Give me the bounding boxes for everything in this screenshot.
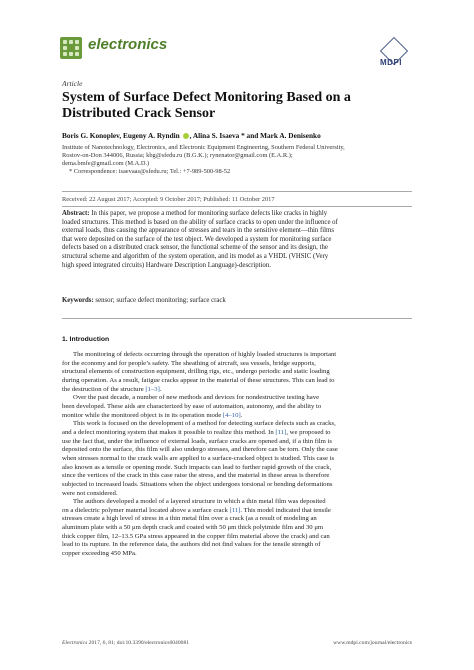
body-line: the destruction of the structure [1–3]. [62, 385, 162, 393]
abstract-label: Abstract: [62, 210, 90, 217]
body-line: also known as a tensile or opening mode. Such impacts can lead to further rapid growth of the crack, [62, 463, 332, 471]
body-line: during operation. As a result, fatigue cracks appear in the material of these structures. This can lead to [62, 376, 335, 384]
body-line: aluminum plate with a 50 μm depth crack and coated with 50 μm thick polyimide film and 30 μm [62, 524, 324, 532]
citation-link[interactable]: [11] [229, 506, 241, 514]
body-line: been developed. These aids are characterized by ease of automation, autonomy, and the ability to [62, 402, 322, 410]
divider [62, 206, 412, 207]
body-line: lead to its rupture. In the reference data, the authors did not find values for the tensile strength of [62, 541, 321, 549]
affiliation-line: dema.bmfe@gmail.com (M.A.D.) [62, 160, 150, 167]
authors-text: , Alina S. Isaeva * and Mark A. Denisenko [189, 131, 321, 140]
body-line: The monitoring of defects occurring through the operation of highly loaded structures is important [73, 351, 337, 358]
article-title [62, 90, 402, 122]
body-line: use the fact that, under the influence of external loads, surface cracks are opened and, if a thin film is [62, 437, 332, 445]
keywords [62, 297, 226, 304]
body-line: subjected to increased loads. Situations when the object undergoes torsional or bending deformations [62, 480, 333, 488]
keywords-label: Keywords: [62, 297, 94, 304]
author-list [62, 131, 321, 140]
affiliations [62, 144, 412, 176]
authors-text: Boris G. Konoplev, Eugeny A. Ryndin [62, 131, 180, 140]
footer-citation: Electronics 2017, 6, 81; doi:10.3390/electronics6040081 [62, 640, 190, 646]
body-line: stresses create a high level of stress in a thin metal film over a crack (as a result of modeling an [62, 515, 317, 523]
correspondence-line: * Correspondence: isaevaas@sfedu.ru; Tel.: +7-989-500-98-52 [69, 168, 231, 175]
citation-link[interactable]: [11] [275, 428, 287, 436]
abstract-line: defects based on a distributed crack sensor, the functional scheme of the sensor and its design, the [62, 244, 328, 252]
divider [62, 318, 412, 319]
body-line: and a defect monitoring system that makes it possible to realize this method. In [11], we proposed to [62, 428, 331, 436]
affiliation-line: Institute of Nanotechnology, Electronics, and Electronic Equipment Engineering, Southern Federal University, [62, 144, 345, 151]
body-line: deposited onto the surface, this film will also undergo stresses, and therefore can be torn. Only the case [62, 446, 338, 454]
abstract-line: external loads, thus causing the appearance of stresses and tears in the sensitive element—thin films [62, 227, 334, 235]
mdpi-logo-icon [376, 41, 412, 69]
citation-link[interactable]: [4–10] [222, 411, 241, 419]
body-line: on a dielectric polymer material located above a surface crack [11]. This model indicated that tensile [62, 506, 331, 514]
abstract-line: high speed integrated circuits) Hardware Description Language)-description. [62, 261, 271, 269]
body-line: The authors developed a model of a layered structure in which a thin metal film was deposited [73, 498, 326, 506]
abstract-line: that were deposited on the surface of the test object. We developed a system for monitoring surface [62, 235, 332, 243]
body-line: were not considered. [62, 489, 118, 497]
journal-name: electronics [88, 36, 168, 53]
body-line: since the vertices of the crack in this case raise the stress, and the material in these areas is therefore [62, 472, 330, 480]
title-line: System of Surface Defect Monitoring Based on a [62, 90, 351, 105]
abstract-line: loaded structures. This method is based on the ability of surface cracks to open under the influence of [62, 218, 338, 226]
orcid-icon[interactable] [183, 133, 189, 139]
publication-dates: Received: 22 August 2017; Accepted: 9 October 2017; Published: 11 October 2017 [62, 196, 275, 203]
section-heading: 1. Introduction [62, 336, 110, 343]
journal-logo-icon [60, 37, 82, 59]
body-line: when stresses normal to the crack walls are applied to a surface-cracked object is studied. This case is [62, 454, 335, 462]
body-line: copper exceeding 450 MPa. [62, 550, 137, 558]
body-text [62, 351, 412, 559]
body-line: This work is focused on the development of a method for detecting surface defects such as cracks, [73, 420, 336, 428]
footer-url[interactable]: www.mdpi.com/journal/electronics [333, 640, 412, 646]
body-line: for the economy and for people’s safety. The sheathing of aircraft, sea vessels, bridge supports, [62, 359, 316, 367]
article-type: Article [62, 79, 83, 88]
title-line: Distributed Crack Sensor [62, 106, 216, 121]
abstract-line: structural scheme and algorithm of the system operation, and its model as a VHDL (VHSIC (Very [62, 252, 329, 260]
body-line: structural elements of construction equipment, drilling rigs, etc., undergo periodic and static loading [62, 368, 330, 376]
publisher-name: MDPI [380, 58, 402, 67]
affiliation-line: Rostov-on-Don 344006, Russia; kbg@sfedu.ru (B.G.K.); rynenator@gmail.com (E.A.R.); [62, 152, 293, 159]
citation-link[interactable]: [1–3] [145, 385, 160, 393]
divider [62, 191, 412, 192]
body-line: monitor while the monitored object is in its operation mode [4–10]. [62, 411, 243, 419]
keywords-text: sensor; surface defect monitoring; surface crack [93, 297, 226, 304]
abstract [62, 210, 412, 270]
body-line: thick copper film, 12–13.5 GPa stress appeared in the copper film material above the crack) and can [62, 532, 330, 540]
abstract-line: In this paper, we propose a method for monitoring surface defects like cracks in highly [89, 210, 328, 217]
body-line: Over the past decade, a number of new methods and devices for nondestructive testing have [73, 394, 320, 402]
